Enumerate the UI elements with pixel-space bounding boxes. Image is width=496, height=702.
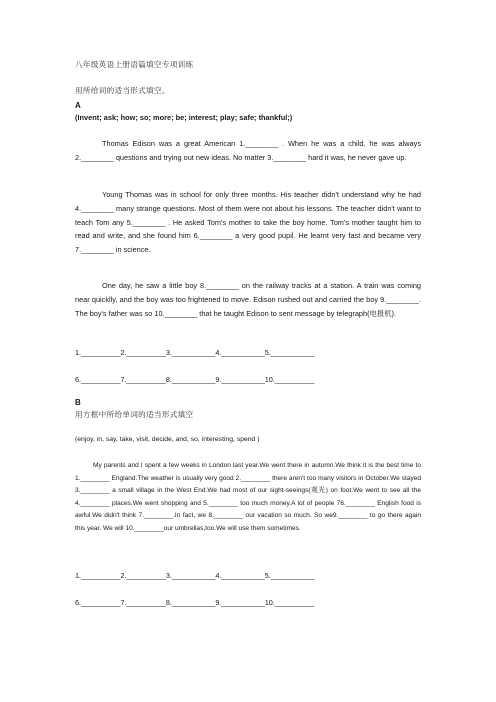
instruction: 用所给词的适当形式填空。	[75, 86, 170, 95]
section-b-label: B	[75, 398, 81, 407]
section-b-word-bank: (enjoy, in, say, take, visit, decide, and, so, interesting, spend )	[75, 436, 260, 443]
document-title: 八年级英语上册语篇填空专项训练	[75, 60, 194, 69]
section-a-paragraph-2: Young Thomas was in school for only three months. His teacher didn't understand why he had 4.________ many strange questions. Most of them were not about his lessons. The teacher didn't want to teach Tom any 5.________ . He asked Tom's mother to take the boy home. Tom's mother taught him to read and write, and she found him 6.________ a very good pupil. He learnt very fast and became very 7.________ in science.	[75, 190, 421, 255]
section-a-label: A	[75, 101, 81, 110]
section-b-answer-line-1: 1.__________2.__________3.___________4.___________5.___________	[75, 571, 315, 580]
section-a-answer-line-2: 6.__________7.__________8.___________9.___________10.__________	[75, 375, 315, 384]
section-a-paragraph-3: One day, he saw a little boy 8.________ on the railway tracks at a station. A train was coming near quicklly, and the boy was too frightened to move. Edison rushed out and carried the boy 9.________. The boy's father was so 10.________ that he taught Edison to sent message by telegraph(电报机).	[75, 281, 421, 318]
section-a-paragraph-1: Thomas Edison was a great American 1.________ . When he was a child, he was always 2.________ questions and trying out new ideas. No matter 3.________ hard it was, he never gave up.	[75, 139, 421, 162]
section-a-word-bank: (Invent; ask; how; so; more; be; interest; play; safe; thankful;)	[75, 113, 293, 122]
section-b-instruction: 用方框中所给单词的适当形式填空	[75, 410, 194, 419]
section-b-paragraph: My parents and I spent a few weeks in London last year.We went there in autumn.We think it is the best time to 1.________ England.The weather is usually very good 2.________ there aren't too many visitors in October.We stayed 3.________ a small village in the West End.We had most of our sight-seeings(观光) on foot.We went to see all the 4.________ places.We went shopping and 5.________ too much money.A lot of people 76.________ English food is awful.We didn't think 7.________.In fact, we 8.________ our vacation so much. So we9.________ to go there again this year. We will 10.________our umbrellas,too.We will use them sometimes.	[75, 462, 421, 532]
section-a-answer-line-1: 1.__________2.__________3.___________4.___________5.___________	[75, 348, 315, 357]
section-b-answer-line-2: 6.__________7.__________8.___________9.___________10.__________	[75, 598, 315, 607]
